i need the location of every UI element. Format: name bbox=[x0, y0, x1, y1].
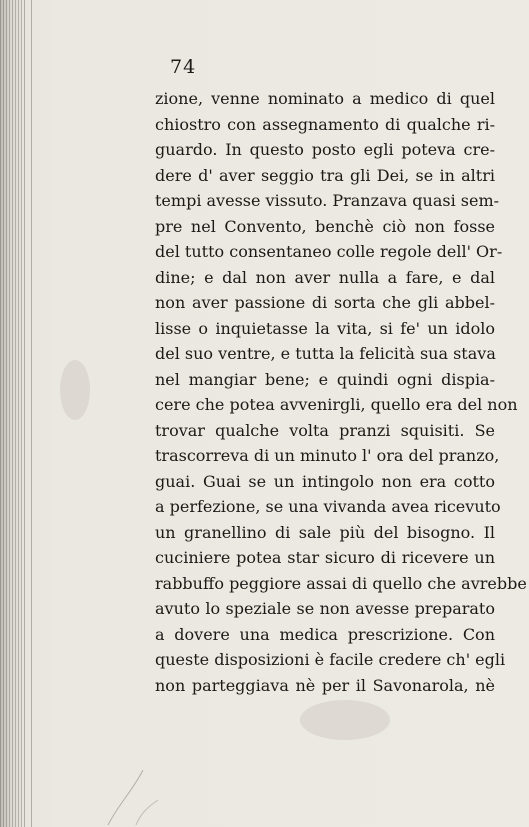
text-line: cere che potea avvenirgli, quello era del non bbox=[155, 395, 518, 414]
text-line: rabbuffo peggiore assai di quello che avrebbe bbox=[155, 573, 527, 593]
page-gutter bbox=[0, 0, 22, 827]
text-line: pre nel Convento, benchè ciò non fosse bbox=[155, 216, 495, 236]
text-line: non parteggiava nè per il Savonarola, nè bbox=[155, 675, 495, 695]
page-number: 74 bbox=[170, 56, 197, 78]
text-line: a dovere una medica prescrizione. Con bbox=[155, 624, 495, 644]
pencil-mark bbox=[88, 770, 178, 827]
text-line: trovar qualche volta pranzi squisiti. Se bbox=[155, 420, 495, 440]
text-line: dere d' aver seggio tra gli Dei, se in altri bbox=[155, 165, 495, 185]
gutter-line bbox=[31, 0, 32, 827]
text-line: trascorreva di un minuto l' ora del pranzo, bbox=[155, 446, 500, 465]
text-line: avuto lo speziale se non avesse preparato bbox=[155, 599, 495, 618]
text-line: tempi avesse vissuto. Pranzava quasi sem- bbox=[155, 191, 500, 210]
text-line: chiostro con assegnamento di qualche ri- bbox=[155, 114, 495, 134]
text-line: zione, venne nominato a medico di quel bbox=[155, 89, 495, 108]
text-line: cuciniere potea star sicuro di ricevere un bbox=[155, 548, 495, 567]
text-line: del tutto consentaneo colle regole dell' Or- bbox=[155, 242, 503, 261]
text-line: queste disposizioni è facile credere ch' egli bbox=[155, 650, 506, 669]
text-line: del suo ventre, e tutta la felicità sua stava bbox=[155, 344, 496, 363]
body-text bbox=[155, 86, 527, 698]
text-line: un granellino di sale più del bisogno. Il bbox=[155, 522, 495, 542]
paper-stain bbox=[300, 700, 390, 740]
text-line: nel mangiar bene; e quindi ogni dispia- bbox=[155, 369, 495, 389]
text-line: dine; e dal non aver nulla a fare, e dal bbox=[155, 267, 495, 287]
text-line: guai. Guai se un intingolo non era cotto bbox=[155, 471, 495, 491]
text-line: non aver passione di sorta che gli abbel- bbox=[155, 293, 495, 312]
text-line: a perfezione, se una vivanda avea ricevuto bbox=[155, 497, 501, 516]
text-line: lisse o inquietasse la vita, si fe' un idolo bbox=[155, 318, 495, 338]
gutter-line bbox=[24, 0, 25, 827]
paper-stain bbox=[60, 360, 90, 420]
text-line: guardo. In questo posto egli poteva cre- bbox=[155, 140, 495, 159]
